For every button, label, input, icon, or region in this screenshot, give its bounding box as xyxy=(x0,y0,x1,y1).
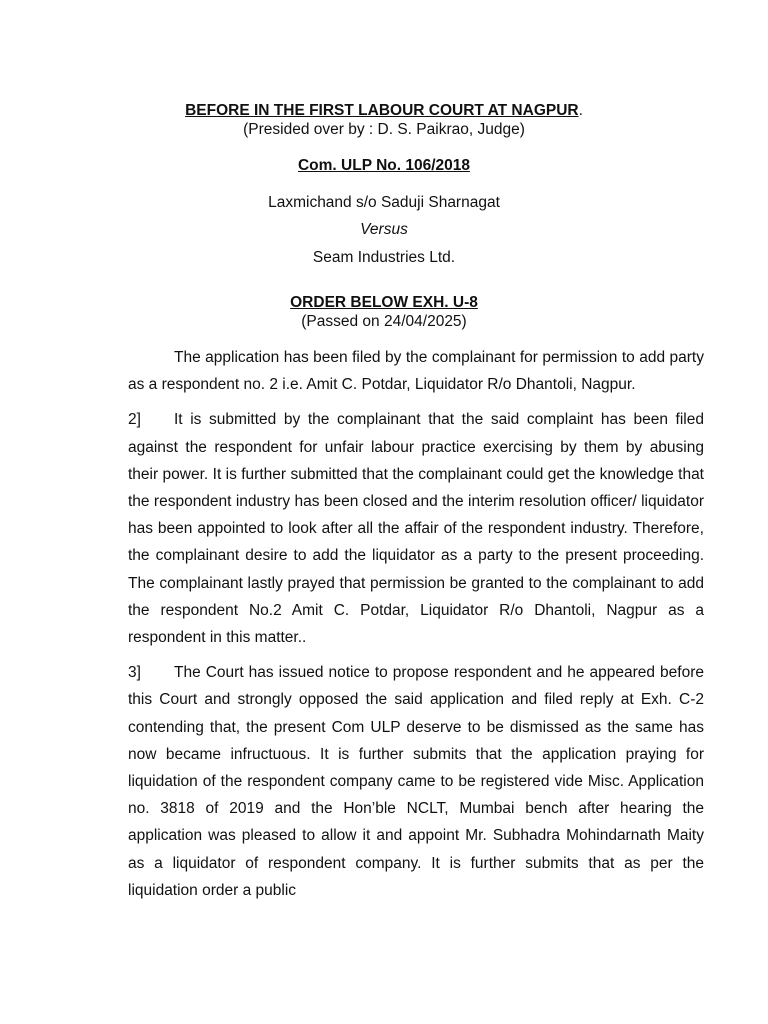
versus-line xyxy=(0,221,768,239)
paragraph-1: The application has been filed by the complainant for permission to add party as a respondent no. 2 i.e. Amit C. Potdar, Liquidator R/o Dhantoli, Nagpur. xyxy=(128,349,704,394)
paragraph-3 xyxy=(128,659,704,904)
paragraph-text: It is submitted by the complainant that the said complaint has been filed against the respondent for unfair labour practice exercising by them by abusing their power. It is further submitted that the complainant could get the knowledge that the respondent industry has been closed and the interim resolution officer/ liquidator has been appointed to look after all the affair of the respondent industry. Therefore, the complainant desire to add the liquidator as a party to the present proceeding. The complainant lastly prayed that permission be granted to the complainant to add the respondent No.2 Amit C. Potdar, Liquidator R/o Dhantoli, Nagpur as a respondent in this matter.. xyxy=(128,411,704,647)
court-title: BEFORE IN THE FIRST LABOUR COURT AT NAGPUR xyxy=(185,102,579,119)
party-1: Laxmichand s/o Saduji Sharnagat xyxy=(268,194,500,211)
order-title-line xyxy=(0,294,768,312)
court-title-line xyxy=(0,102,768,120)
court-title-suffix: . xyxy=(578,102,583,119)
party-2: Seam Industries Ltd. xyxy=(312,249,456,266)
paragraph-number: 3] xyxy=(128,664,141,682)
order-body xyxy=(128,344,704,912)
paragraph-number: 2] xyxy=(128,411,141,429)
order-date: (Passed on 24/04/2025) xyxy=(301,313,467,330)
presided-by: (Presided over by : D. S. Paikrao, Judge) xyxy=(243,121,525,138)
paragraph-2 xyxy=(128,406,704,651)
paragraph-text: The Court has issued notice to propose respondent and he appeared before this Court and strongly opposed the said application and filed reply at Exh. C-2 contending that, the present Com ULP deserve to be dismissed as the same has now became infructuous. It is further submits that the application praying for liquidation of the respondent company came to be registered vide Misc. Application no. 3818 of 2019 and the Hon’ble NCLT, Mumbai bench after hearing the application was pleased to allow it and appoint Mr. Subhadra Mohindarnath Maity as a liquidator of respondent company. It is further submits that as per the liquidation order a public xyxy=(128,664,704,899)
case-number: Com. ULP No. 106/2018 xyxy=(297,157,470,174)
versus: Versus xyxy=(360,221,408,238)
order-title: ORDER BELOW EXH. U-8 xyxy=(290,294,478,311)
case-number-line xyxy=(0,157,768,175)
